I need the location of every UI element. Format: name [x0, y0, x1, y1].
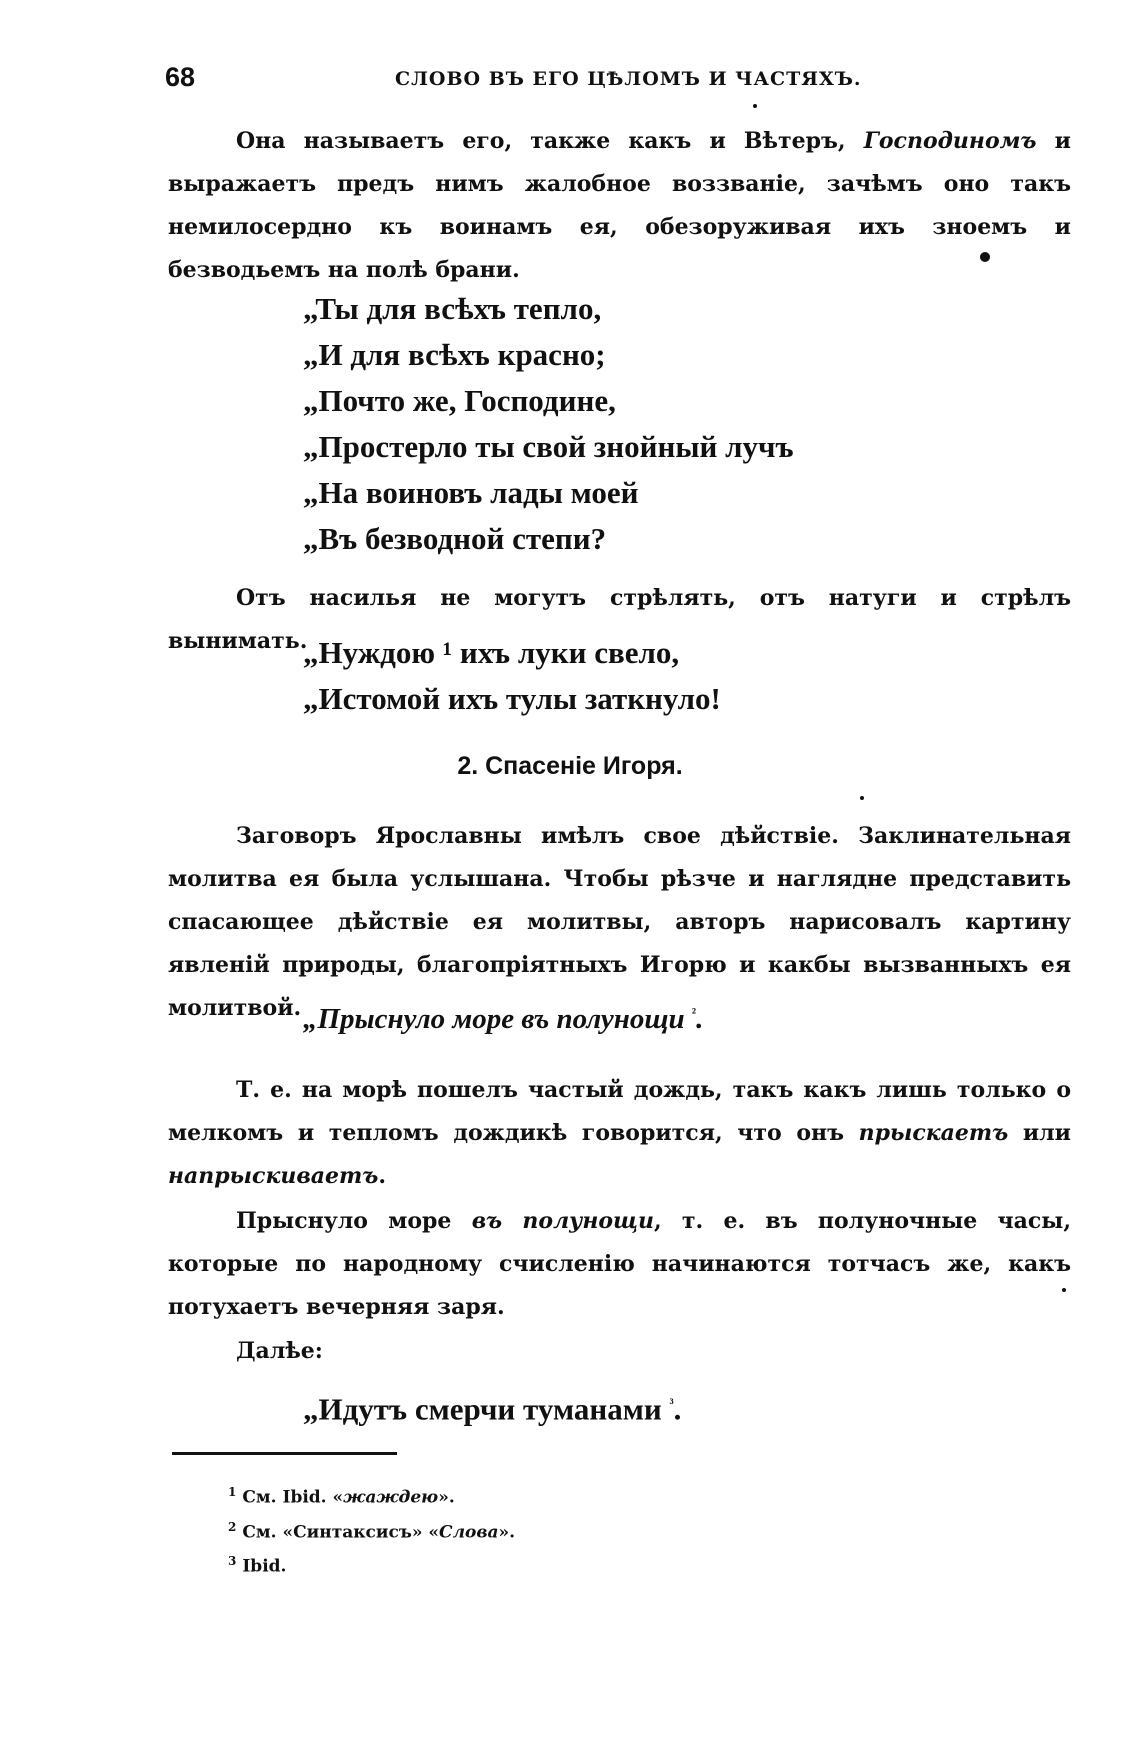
- quote-1-end: .: [696, 1003, 704, 1035]
- paragraph-4-middle: или: [1008, 1120, 1071, 1146]
- paragraph-5-text: Прыснуло море: [236, 1208, 472, 1234]
- paragraph-4-end: .: [378, 1163, 386, 1189]
- paragraph-3: Заговоръ Ярославны имѣлъ свое дѣйствіе. Заклинательная молитва ея была услышана. Чтобы рѣзче и наглядне представить спасающее дѣйствіе ея молитвы, авторъ нарисовалъ картину явленій природы, благопріятныхъ Игорю и какбы вызванныхъ ея молитвой.: [168, 823, 1071, 1021]
- verse-block-1: [303, 286, 794, 562]
- paragraph-4-italic-2: напрыскиваетъ: [168, 1163, 379, 1189]
- quote-1-text: „Прыснуло море въ полунощи: [303, 1003, 685, 1035]
- paragraph-5-end: , т. е. въ полуночные часы, которые по народному счисленію начинаются тотчасъ же, какъ потухаетъ вечерняя заря.: [168, 1208, 1071, 1320]
- footnote-number: 1: [228, 1485, 237, 1499]
- footnote-rule: [172, 1452, 397, 1455]
- footnote: [228, 1513, 515, 1548]
- quote-1: [303, 1003, 703, 1036]
- running-head: СЛОВО ВЪ ЕГО ЦѢЛОМЪ И ЧАСТЯХЪ.: [395, 68, 862, 90]
- quote-2-end: .: [673, 1391, 682, 1427]
- paragraph-2: Отъ насилья не могутъ стрѣлять, отъ натуги и стрѣлъ вынимать.: [168, 585, 1071, 654]
- paragraph-1-text-end: и выражаетъ предъ нимъ жалобное воззваніе, зачѣмъ оно такъ немилосердно къ воинамъ ея, обезоруживая ихъ зноемъ и безводьемъ на полѣ брани.: [168, 128, 1071, 283]
- verse-block-2: [303, 630, 721, 722]
- page-header: [165, 62, 1065, 98]
- verse-line: „Въ безводной степи?: [303, 521, 607, 556]
- verse-line: „Почто же, Господине,: [303, 383, 616, 418]
- paragraph-6: Далѣе:: [236, 1338, 323, 1364]
- footnote-text: См. Ibid. «: [242, 1487, 344, 1508]
- paragraph-4-italic-1: прыскаетъ: [858, 1120, 1009, 1146]
- footnote-marker: ³: [669, 1397, 674, 1412]
- footnote-text-end: ».: [498, 1522, 516, 1543]
- page-number: 68: [165, 62, 196, 92]
- footnote: [228, 1478, 515, 1513]
- verse-line: „Простерло ты свой знойный лучъ: [303, 429, 794, 464]
- paragraph-1-italic: Господиномъ: [863, 128, 1037, 154]
- ink-speck: [860, 796, 864, 800]
- footnote-italic: Слова: [439, 1522, 499, 1543]
- verse-line: „И для всѣхъ красно;: [303, 337, 606, 372]
- verse-line: „На воиновъ лады моей: [303, 475, 639, 510]
- footnote-marker: ²: [691, 1006, 697, 1022]
- paragraph-1-text: Она называетъ его, также какъ и Вѣтеръ,: [236, 128, 864, 154]
- verse-line: „Истомой ихъ тулы заткнуло!: [303, 681, 721, 716]
- footnote-text-end: ».: [438, 1487, 455, 1508]
- verse-line: „Нуждою ¹ ихъ луки свело,: [303, 635, 680, 670]
- verse-line: „Ты для всѣхъ тепло,: [303, 291, 602, 326]
- ink-speck: [753, 104, 757, 108]
- paragraph-5-italic: въ полунощи: [471, 1208, 654, 1234]
- footnote-italic: жаждею: [343, 1487, 439, 1508]
- footnote-number: 2: [228, 1519, 237, 1534]
- ink-speck: [980, 252, 990, 262]
- quote-2-text: „Идутъ смерчи туманами: [303, 1391, 662, 1427]
- quote-2: [303, 1382, 681, 1432]
- footnote-text: Ibid.: [242, 1556, 287, 1577]
- paragraph-4: [168, 1069, 1071, 1198]
- footnote: [228, 1547, 515, 1582]
- footnote-number: 3: [228, 1554, 237, 1569]
- ink-speck: [1062, 1288, 1066, 1292]
- footnote-text: См. «Синтаксисъ» «: [242, 1522, 440, 1543]
- paragraph-4-text: Т. е. на морѣ пошелъ частый дождь, такъ какъ лишь только о мелкомъ и тепломъ дождикѣ говорится, что онъ: [168, 1077, 1071, 1146]
- paragraph-1: [168, 120, 1071, 292]
- section-heading: 2. Спасеніе Игоря.: [457, 752, 683, 780]
- paragraph-5: [168, 1200, 1071, 1329]
- footnotes: [228, 1478, 515, 1582]
